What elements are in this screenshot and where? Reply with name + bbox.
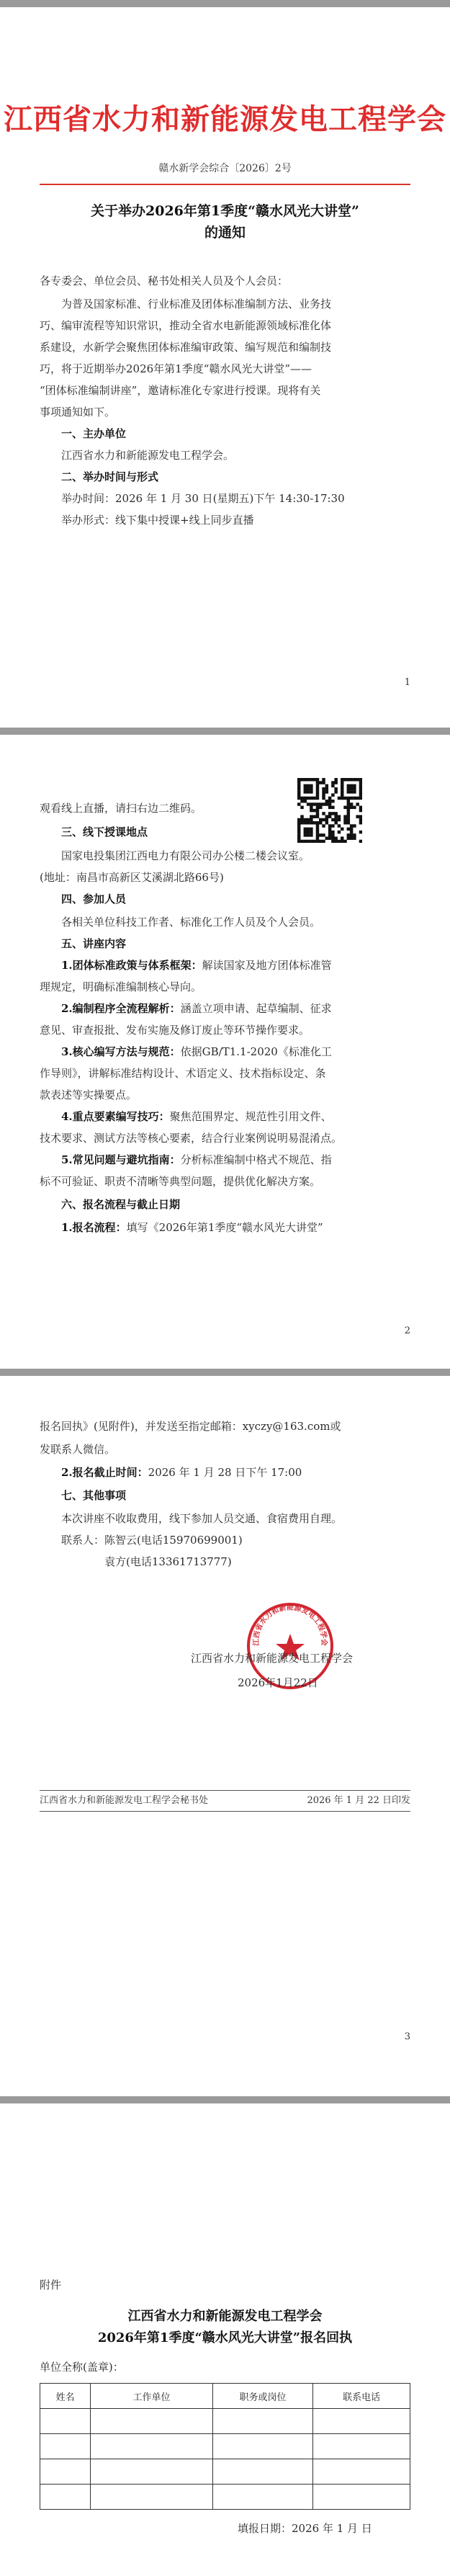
table-row	[40, 2434, 410, 2459]
footer-rule	[40, 1811, 410, 1812]
content-item-text: 标不可验证、职责不清晰等典型问题，提供优化解决方案。	[40, 1175, 321, 1188]
content-item-text: 作导则》，讲解标准结构设计、术语定义、技术指标设定、条	[40, 1067, 326, 1080]
content-item	[61, 1001, 332, 1016]
content-item-text: 款表述等实操要点。	[40, 1088, 138, 1101]
footer-right: 2026 年 1 月 22 日印发	[307, 1795, 410, 1806]
intro-line: “团体标准编制讲座”，邀请标准化专家进行授课。现将有关	[40, 384, 321, 397]
section-body: 江西省水力和新能源发电工程学会。	[61, 449, 235, 462]
section-heading: 七、其他事项	[61, 1489, 127, 1502]
other-note: 本次讲座不收取费用，线下参加人员交通、食宿费用自理。	[61, 1512, 343, 1525]
page-1	[0, 7, 450, 728]
salutation: 各专委会、单位会员、秘书处相关人员及个人会员：	[40, 274, 289, 287]
page-number: 2	[404, 1325, 410, 1336]
table-cell[interactable]	[313, 2459, 410, 2485]
qr-caption: 观看线上直播，请扫右边二维码。	[40, 802, 202, 815]
table-header-row	[40, 2384, 410, 2409]
intro-line: 巧、编审流程等知识常识，推动全省水电新能源领域标准化体	[40, 319, 332, 332]
content-item-label: 4.重点要素编写技巧：	[61, 1110, 170, 1123]
intro-line: 系建设，水新学会聚焦团体标准编审政策、编写规范和编制技	[40, 341, 332, 354]
footer-text	[40, 1794, 410, 1807]
contact-person: 袁方(电话13361713777)	[104, 1555, 232, 1568]
page-4-attachment	[0, 2103, 450, 2576]
column-header: 工作单位	[91, 2384, 212, 2409]
fill-date: 填报日期：2026 年 1 月 日	[238, 2522, 372, 2535]
content-item	[61, 1153, 332, 1167]
content-item-label: 3.核心编写方法与规范：	[61, 1045, 181, 1058]
registration-step-text: 填写《2026年第1季度“赣水风光大讲堂”	[126, 1221, 323, 1234]
footer-left: 江西省水力和新能源发电工程学会秘书处	[40, 1795, 209, 1806]
registration-step-label: 1.报名流程：	[61, 1221, 127, 1234]
table-cell[interactable]	[313, 2409, 410, 2434]
intro-line: 巧，将于近期举办2026年第1季度“赣水风光大讲堂”——	[40, 362, 312, 375]
attachment-title-line1: 江西省水力和新能源发电工程学会	[127, 2309, 323, 2324]
deadline-value: 2026 年 1 月 28 日下午 17:00	[148, 1466, 302, 1479]
signature-date: 2026年1月22日	[238, 1676, 318, 1689]
content-item	[61, 958, 332, 972]
event-time: 举办时间：2026 年 1 月 30 日(星期五)下午 14:30-17:30	[61, 492, 345, 505]
contact-person: 联系人：陈智云(电话15970699001)	[61, 1534, 243, 1547]
section-heading: 五、讲座内容	[61, 937, 127, 950]
content-item	[61, 1045, 332, 1059]
table-row	[40, 2459, 410, 2485]
content-item-label: 1.团体标准政策与体系框架：	[61, 959, 202, 972]
page-2	[0, 735, 450, 1369]
attachment-label: 附件	[40, 2278, 62, 2291]
registration-step-text: 报名回执》(见附件)，并发送至指定邮箱：xyczy@163.com或	[40, 1420, 341, 1433]
page-number: 3	[404, 2031, 410, 2042]
venue-line: 国家电投集团江西电力有限公司办公楼二楼会议室。	[61, 849, 310, 862]
table-cell[interactable]	[313, 2485, 410, 2510]
section-heading: 六、报名流程与截止日期	[61, 1198, 181, 1211]
content-item-text: 解读国家及地方团体标准管	[202, 959, 332, 972]
table-cell[interactable]	[91, 2459, 212, 2485]
intro-line: 为普及国家标准、行业标准及团体标准编制方法、业务技	[61, 298, 332, 310]
content-item-label: 5.常见问题与避坑指南：	[61, 1153, 181, 1166]
section-heading: 一、主办单位	[61, 427, 127, 440]
table-cell[interactable]	[212, 2459, 313, 2485]
table-row	[40, 2409, 410, 2434]
qr-code-icon[interactable]	[297, 778, 362, 843]
section-heading: 二、举办时间与形式	[61, 470, 159, 483]
section-heading: 三、线下授课地点	[61, 826, 148, 838]
content-item-label: 2.编制程序全流程解析：	[61, 1002, 181, 1015]
table-cell[interactable]	[212, 2485, 313, 2510]
registration-table	[40, 2383, 410, 2510]
content-item-text: 分析标准编制中格式不规范、指	[180, 1153, 332, 1166]
column-header: 姓名	[40, 2384, 91, 2409]
table-row	[40, 2485, 410, 2510]
column-header: 职务或岗位	[212, 2384, 313, 2409]
doc-number: 赣水新学会综合〔2026〕2号	[158, 163, 292, 174]
page-number: 1	[404, 677, 410, 688]
svg-text:江西省水力和新能源发电工程学会: 江西省水力和新能源发电工程学会	[252, 1604, 328, 1646]
attachment-title-line2: 2026年第1季度“赣水风光大讲堂”报名回执	[97, 2330, 353, 2345]
notice-title-line1: 关于举办2026年第1季度“赣水风光大讲堂”	[91, 203, 359, 219]
table-cell[interactable]	[313, 2434, 410, 2459]
registration-step-text: 发联系人微信。	[40, 1443, 116, 1456]
content-item-text: 意见、审查报批、发布实施及修订废止等环节操作要求。	[40, 1024, 310, 1037]
content-item	[61, 1109, 332, 1124]
deadline-label: 2.报名截止时间：	[61, 1466, 148, 1479]
table-cell[interactable]	[91, 2485, 212, 2510]
footer-rule	[40, 1790, 410, 1791]
table-cell[interactable]	[91, 2434, 212, 2459]
unit-name-field[interactable]: 单位全称(盖章)：	[40, 2361, 124, 2374]
table-cell[interactable]	[212, 2434, 313, 2459]
content-item-text: 涵盖立项申请、起草编制、征求	[180, 1002, 332, 1015]
red-rule	[40, 184, 410, 185]
table-cell[interactable]	[212, 2409, 313, 2434]
registration-step	[61, 1220, 323, 1235]
intro-line: 事项通知如下。	[40, 406, 116, 419]
section-heading: 四、参加人员	[61, 893, 127, 905]
deadline	[61, 1465, 302, 1480]
event-form: 举办形式：线下集中授课+线上同步直播	[61, 514, 254, 527]
page-3	[0, 1376, 450, 2096]
signature-org: 江西省水力和新能源发电工程学会	[191, 1652, 354, 1665]
table-cell[interactable]	[40, 2459, 91, 2485]
table-cell[interactable]	[40, 2485, 91, 2510]
table-cell[interactable]	[91, 2409, 212, 2434]
content-item-text: 依据GB/T1.1-2020《标准化工	[180, 1045, 332, 1058]
table-cell[interactable]	[40, 2409, 91, 2434]
table-cell[interactable]	[40, 2434, 91, 2459]
org-title: 江西省水力和新能源发电工程学会	[4, 102, 446, 136]
section-body: 各相关单位科技工作者、标准化工作人员及个人会员。	[61, 916, 321, 929]
column-header: 联系电话	[313, 2384, 410, 2409]
content-item-text: 理规定，明确标准编制核心导向。	[40, 980, 202, 993]
content-item-text: 技术要求、测试方法等核心要素，结合行业案例说明易混淆点。	[40, 1132, 343, 1145]
notice-title-line2: 的通知	[204, 225, 246, 241]
content-item-text: 聚焦范围界定、规范性引用文件、	[169, 1110, 332, 1123]
venue-address: (地址：南昌市高新区艾溪湖北路66号)	[40, 871, 224, 884]
